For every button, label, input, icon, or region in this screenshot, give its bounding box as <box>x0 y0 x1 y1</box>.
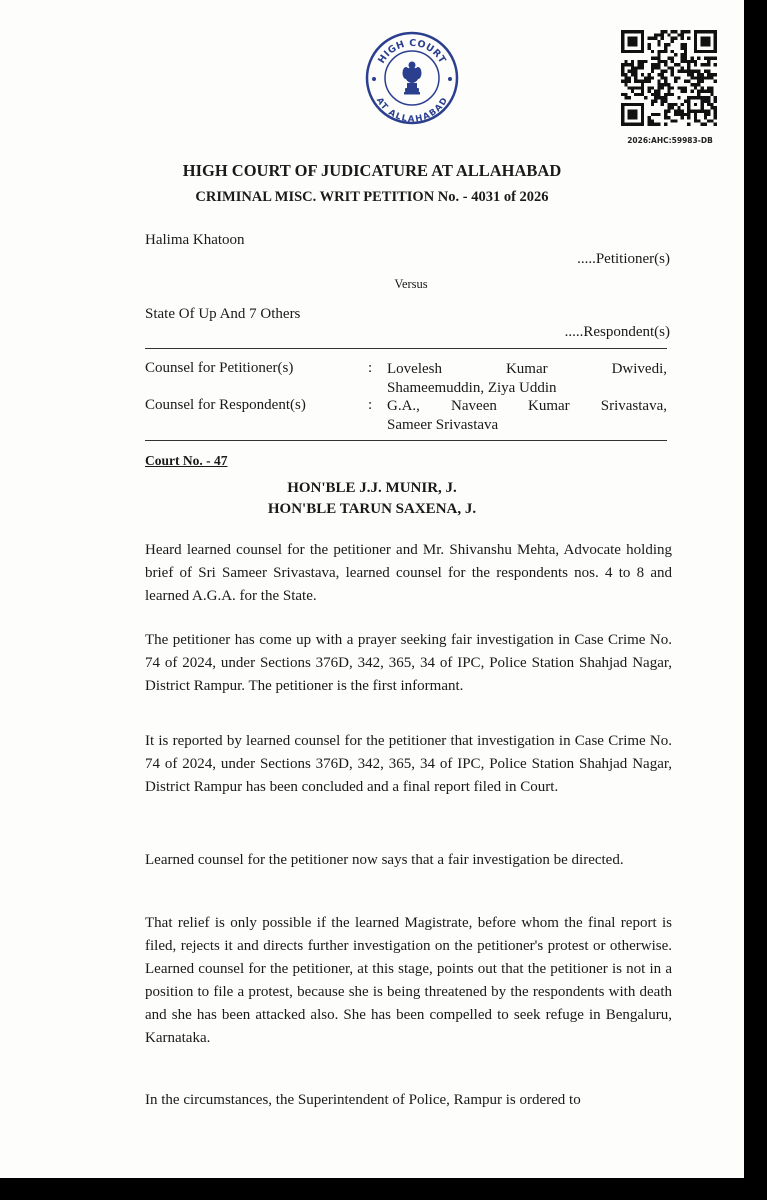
versus-label: Versus <box>394 277 428 291</box>
paragraph-5: That relief is only possible if the learned Magistrate, before whom the final report is filed, rejects it and directs further investigation on the petitioner's protest or otherwise. Learned counsel for the petitioner, at this stage, points out that the petitioner is not in a position to file a protest, because she is being threatened by the respondents with death and she has been attacked also. She has been compelled to seek refuge in Bengaluru, Karnataka. <box>145 915 672 1046</box>
respondent-role: .....Respondent(s) <box>564 324 670 340</box>
svg-text:AT ALLAHABAD <box>374 96 450 125</box>
court-title: HIGH COURT OF JUDICATURE AT ALLAHABAD <box>182 161 562 180</box>
respondent-counsel-line2: Sameer Srivastava <box>387 417 499 433</box>
petitioner-role: .....Petitioner(s) <box>577 251 670 267</box>
respondent-counsel-colon: : <box>368 397 373 413</box>
emblem-icon <box>403 62 422 95</box>
seal-bottom-text: AT ALLAHABAD <box>373 96 451 125</box>
petitioner-counsel-line2: Shameemuddin, Ziya Uddin <box>387 380 557 396</box>
respondent-counsel-label: Counsel for Respondent(s) <box>145 397 306 413</box>
screen-frame-right <box>744 0 767 1200</box>
petitioner-counsel-colon: : <box>368 360 373 376</box>
respondent-counsel-value <box>387 397 667 435</box>
judge-1: HON'BLE J.J. MUNIR, J. <box>287 480 457 496</box>
petition-title: CRIMINAL MISC. WRIT PETITION No. - 4031 of 2026 <box>195 189 549 205</box>
respondent-counsel-line1: G.A., Naveen Kumar Srivastava, <box>387 398 667 414</box>
seal-top-text: HIGH COURT <box>376 37 448 66</box>
petitioner-name: Halima Khatoon <box>145 232 245 248</box>
qr-caption: 2026:AHC:59983-DB <box>627 136 713 145</box>
divider-top <box>145 348 667 349</box>
paragraph-1: Heard learned counsel for the petitioner and Mr. Shivanshu Mehta, Advocate holding brief of Sri Sameer Srivastava, learned counsel for the respondents nos. 4 to 8 and learned A.G.A. for the State. <box>145 542 672 604</box>
petitioner-counsel-value <box>387 360 667 398</box>
judge-2: HON'BLE TARUN SAXENA, J. <box>267 501 477 517</box>
screen-frame-bottom <box>0 1178 767 1200</box>
petitioner-counsel-line1: Lovelesh Kumar Dwivedi, <box>387 361 667 377</box>
paragraph-2: The petitioner has come up with a prayer seeking fair investigation in Case Crime No. 74 of 2024, under Sections 376D, 342, 365, 34 of IPC, Police Station Shahjad Nagar, District Rampur. The petitioner is the first informant. <box>145 632 672 694</box>
paragraph-4: Learned counsel for the petitioner now says that a fair investigation be directed. <box>145 852 624 868</box>
divider-bottom <box>145 440 667 441</box>
paragraph-3: It is reported by learned counsel for the petitioner that investigation in Case Crime No. 74 of 2024, under Sections 376D, 342, 365, 34 of IPC, Police Station Shahjad Nagar, District Rampur has been concluded and a final report filed in Court. <box>145 733 672 795</box>
petitioner-counsel-label: Counsel for Petitioner(s) <box>145 360 294 376</box>
court-seal <box>364 30 460 126</box>
court-number: Court No. - 47 <box>145 453 228 468</box>
paragraph-6: In the circumstances, the Superintendent of Police, Rampur is ordered to <box>145 1092 581 1108</box>
qr-code <box>621 30 717 126</box>
respondent-name: State Of Up And 7 Others <box>145 306 301 322</box>
